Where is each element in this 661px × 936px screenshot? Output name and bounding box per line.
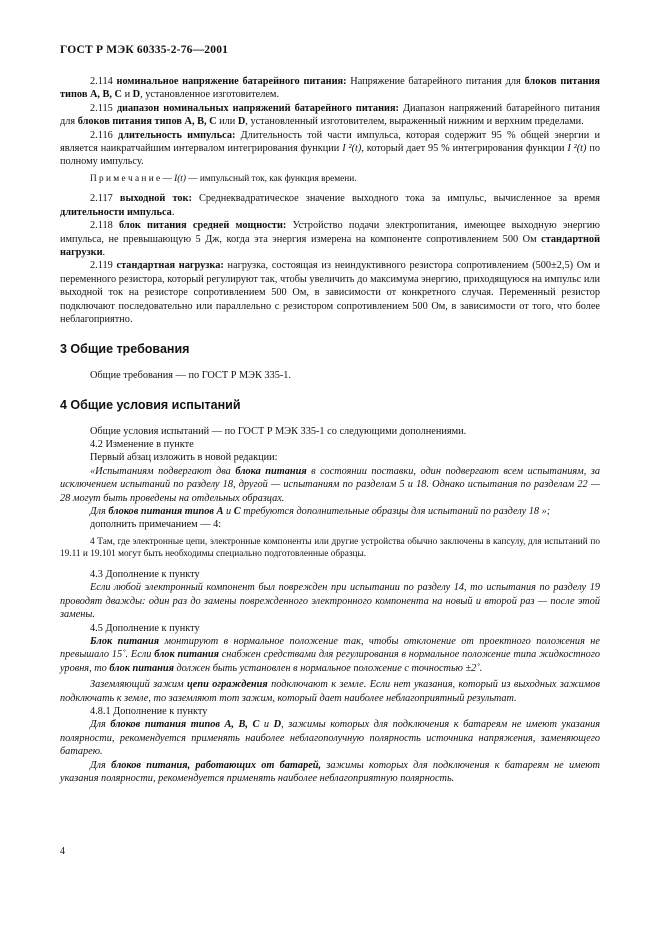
text: нагрузка, состоящая из неиндуктивного резистора сопротивлением (500±2,5) Ом и переменного резистора, который регулируют так, чтобы увеличить до максимума энергию, приходящуюся на импульс или выходной ток на резисторе сопротивлением 500 Ом, в зависимости от конкретного случая. Переменный резистор подключают последовательно или параллельно с резистором сопротивлением 500 Ом, в зависимости от того, что более неблагоприятно. bbox=[60, 260, 600, 325]
clause-number: 2.115 bbox=[90, 102, 117, 114]
text: подключают к земле. Если нет указания, который из выходных зажимов подключать к земле, то заземляют тот зажим, который дает наиболее неблагоприятный результат. bbox=[60, 679, 600, 704]
text: и bbox=[122, 89, 133, 101]
term-ref: стандартной нагрузки bbox=[60, 233, 600, 258]
term-ref: D bbox=[273, 719, 282, 731]
text: Устройство подачи электропитания, имеющее выходную энергию импульса, не превышающую 5 Дж, когда эта энергия измерена на компоненте сопротивлением 500 Ом bbox=[60, 220, 600, 245]
text: , установленное изготовителем. bbox=[140, 89, 280, 101]
definition-2-114 bbox=[60, 75, 600, 102]
note-2-116 bbox=[60, 173, 600, 186]
clause-4-5-heading: 4.5 Дополнение к пункту bbox=[90, 622, 200, 634]
term: длительность импульса: bbox=[118, 129, 236, 141]
text: «Испытаниям подвергают два bbox=[90, 465, 236, 477]
text: , установленный изготовителем, выраженный нижним и верхним пределами. bbox=[245, 116, 584, 128]
term-ref: длительности импульса bbox=[60, 206, 172, 218]
text: и bbox=[223, 506, 234, 518]
page-number: 4 bbox=[60, 846, 65, 857]
definition-2-118 bbox=[60, 219, 600, 259]
term: стандартная нагрузка: bbox=[116, 260, 224, 272]
definition-2-115 bbox=[60, 102, 600, 129]
clause-4-8-1-heading: 4.8.1 Дополнение к пункту bbox=[90, 705, 208, 717]
clause-4-3-heading: 4.3 Дополнение к пункту bbox=[90, 568, 200, 580]
term-ref: цепи ограждения bbox=[187, 679, 268, 691]
clause-number: 2.116 bbox=[90, 129, 119, 141]
note-label: П р и м е ч а н и е — bbox=[90, 173, 175, 184]
section-3-text: Общие требования — по ГОСТ Р МЭК 335-1. bbox=[90, 369, 292, 381]
text: Среднеквадратическое значение выходного тока за импульс, вычисленное за время bbox=[191, 193, 600, 205]
text: . bbox=[102, 246, 106, 258]
clause-4-3-text: Если любой электронный компонент был поврежден при испытании по разделу 14, то испытания по разделу 19 проводят дважды: один раз до замены поврежденного электронного компонента на новый и второй раз — после этой замены. bbox=[60, 582, 600, 621]
text: Диапазон напряжений батарейного питания для bbox=[60, 102, 600, 128]
definition-2-117 bbox=[60, 192, 600, 219]
formula: I ²(t) bbox=[567, 143, 587, 155]
clause-number: 2.117 bbox=[90, 193, 120, 205]
section-4-intro: Общие условия испытаний — по ГОСТ Р МЭК 335-1 со следующими дополнениями. bbox=[90, 425, 467, 437]
note-4: 4 Там, где электронные цепи, электронные компоненты или другие устройства обычно заключены в капсулу, для испытаний по 19.11 и 19.101 могут быть необходимы специально подготовленные образцы. bbox=[60, 536, 600, 560]
term-ref: блоков питания типов А, В, С bbox=[77, 116, 217, 128]
clause-4-8-1-text-1 bbox=[60, 718, 600, 758]
text: зажимы которых для подключения к батареям не имеют указания полярности, рекомендуется применять наиболее неблагоприятную полярность. bbox=[60, 759, 600, 784]
text: Для bbox=[90, 506, 109, 518]
term: выходной ток: bbox=[119, 193, 192, 205]
text: по полному импульсу. bbox=[60, 143, 601, 168]
section-4-heading: 4 Общие условия испытаний bbox=[60, 398, 241, 413]
text: снабжен средствами для регулирования в нормальное положение типа жидкостного уровня, то bbox=[60, 649, 600, 674]
clause-4-2-addition: дополнить примечанием — 4: bbox=[90, 519, 222, 531]
term-ref: блоков питания, работающих от батарей, bbox=[111, 759, 322, 771]
clause-4-2-instruction: Первый абзац изложить в новой редакции: bbox=[90, 452, 278, 464]
term-ref: блоков питания типов А, В, С bbox=[60, 76, 600, 101]
term-ref: Блок питания bbox=[90, 635, 159, 647]
text: Для bbox=[90, 759, 112, 771]
clause-number: 2.118 bbox=[90, 220, 120, 232]
clause-4-8-1-text-2 bbox=[60, 759, 600, 786]
text: . bbox=[171, 206, 175, 218]
clause-number: 2.114 bbox=[90, 76, 117, 87]
term-ref: блоков питания типов А bbox=[108, 506, 224, 518]
term: номинальное напряжение батарейного питания: bbox=[116, 76, 347, 87]
term-ref: блок питания bbox=[154, 649, 219, 661]
term-ref: блока питания bbox=[235, 465, 307, 477]
term-ref: D bbox=[132, 89, 141, 101]
formula: I ²(t) bbox=[342, 143, 362, 155]
formula: I(t) bbox=[174, 173, 186, 184]
definition-2-119 bbox=[60, 259, 600, 326]
section-3-heading: 3 Общие требования bbox=[60, 342, 190, 357]
text: в состоянии поставки, один подвергают всем испытаниям, за исключением испытаний по разделу 18, другой — испытаниям по разделам 5 и 18. Однако испытания по разделам 22 — 28 могут быть проведены на отдельных образцах. bbox=[60, 465, 600, 504]
text: монтируют в нормальное положение так, чтобы отклонение от проектного положения не превышало 15˚. Если bbox=[60, 635, 600, 661]
term-ref: D bbox=[237, 116, 246, 128]
document-header: ГОСТ Р МЭК 60335-2-76—2001 bbox=[60, 44, 229, 56]
term: диапазон номинальных напряжений батарейного питания: bbox=[116, 102, 399, 114]
clause-4-2-quote-2 bbox=[60, 505, 600, 518]
text: Для bbox=[90, 719, 111, 731]
text: Напряжение батарейного питания для bbox=[346, 76, 525, 87]
term-ref: С bbox=[233, 506, 241, 518]
clause-4-2-quote bbox=[60, 465, 600, 505]
text: Заземляющий зажим bbox=[90, 679, 188, 691]
text: — импульсный ток, как функция времени. bbox=[185, 173, 357, 184]
term-ref: блок питания bbox=[109, 662, 174, 674]
page-content bbox=[60, 75, 600, 785]
clause-number: 2.119 bbox=[90, 260, 117, 272]
text: должен быть установлен в нормальное положение с точностью ±2˚. bbox=[173, 662, 483, 674]
clause-4-5-text-2 bbox=[60, 678, 600, 705]
definition-2-116 bbox=[60, 129, 600, 169]
clause-4-2-heading: 4.2 Изменение в пункте bbox=[90, 439, 194, 451]
term-ref: блоков питания типов А, В, С bbox=[110, 719, 260, 731]
text: , зажимы которых для подключения к батареям не имеют указания полярности, рекомендуется применять наиболее неблагополучную полярность источника напряжения, заменяющего батарею. bbox=[60, 719, 601, 758]
text: , который дает 95 % интегрирования функции bbox=[361, 143, 568, 155]
text: или bbox=[216, 116, 238, 128]
text: и bbox=[259, 719, 274, 731]
term: блок питания средней мощности: bbox=[119, 220, 287, 232]
clause-4-5-text-1 bbox=[60, 635, 600, 675]
text: Длительность той части импульса, которая содержит 95 % общей энергии и является наикратчайшим интервалом интегрирования функции bbox=[60, 129, 600, 155]
text: требуются дополнительные образцы для испытаний по разделу 18 »; bbox=[240, 506, 551, 518]
